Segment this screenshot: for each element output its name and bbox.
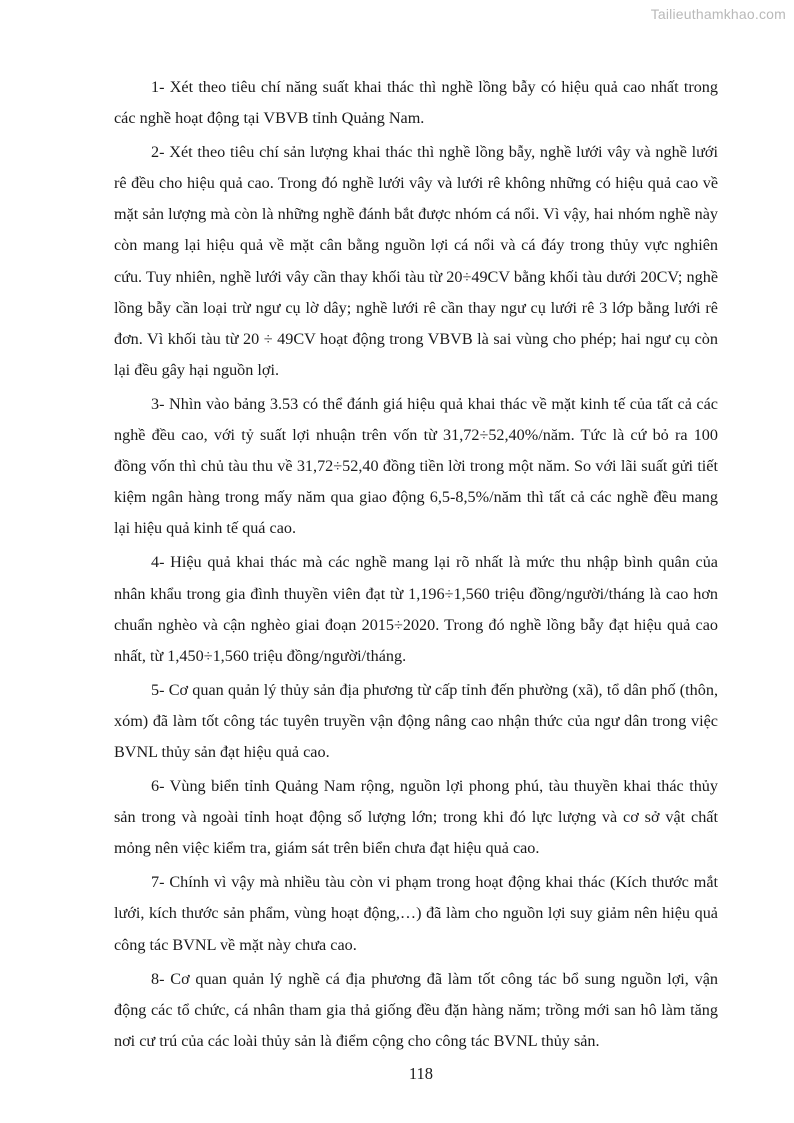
paragraph-2: 2- Xét theo tiêu chí sản lượng khai thác thì nghề lồng bẫy, nghề lưới vây và nghề lưới rê đều cho hiệu quả cao. Trong đó nghề lưới vây và lưới rê không những có hiệu quả cao về mặt sản lượng mà còn là những nghề đánh bắt được nhóm cá nổi. Vì vậy, hai nhóm nghề này còn mang lại hiệu quả về mặt cân bằng nguồn lợi cá nổi và cá đáy trong thủy vực nghiên cứu. Tuy nhiên, nghề lưới vây cần thay khối tàu từ 20÷49CV bằng khối tàu dưới 20CV; nghề lồng bẫy cần loại trừ ngư cụ lờ dây; nghề lưới rê cần thay ngư cụ lưới rê 3 lớp bằng lưới rê đơn. Vì khối tàu từ 20 ÷ 49CV hoạt động trong VBVB là sai vùng cho phép; hai ngư cụ còn lại đều gây hại nguồn lợi. xyxy=(114,143,718,379)
paragraph-1: 1- Xét theo tiêu chí năng suất khai thác thì nghề lồng bẫy có hiệu quả cao nhất trong các nghề hoạt động tại VBVB tỉnh Quảng Nam. xyxy=(114,78,718,128)
paragraph-3: 3- Nhìn vào bảng 3.53 có thể đánh giá hiệu quả khai thác về mặt kinh tế của tất cả các nghề đều cao, với tỷ suất lợi nhuận trên vốn từ 31,72÷52,40%/năm. Tức là cứ bỏ ra 100 đồng vốn thì chủ tàu thu về 31,72÷52,40 đồng tiền lời trong một năm. So với lãi suất gửi tiết kiệm ngân hàng trong mấy năm qua giao động 6,5-8,5%/năm thì tất cả các nghề đều mang lại hiệu quả kinh tế quá cao. xyxy=(114,394,718,538)
paragraph-6: 6- Vùng biển tỉnh Quảng Nam rộng, nguồn lợi phong phú, tàu thuyền khai thác thủy sản trong và ngoài tỉnh hoạt động số lượng lớn; trong khi đó lực lượng và cơ sở vật chất mỏng nên việc kiểm tra, giám sát trên biển chưa đạt hiệu quả cao. xyxy=(114,777,718,858)
paragraph-5: 5- Cơ quan quản lý thủy sản địa phương từ cấp tỉnh đến phường (xã), tổ dân phố (thôn, xóm) đã làm tốt công tác tuyên truyền vận động nâng cao nhận thức của ngư dân trong việc BVNL thủy sản đạt hiệu quả cao. xyxy=(114,680,718,761)
paragraph-4: 4- Hiệu quả khai thác mà các nghề mang lại rõ nhất là mức thu nhập bình quân của nhân khẩu trong gia đình thuyền viên đạt từ 1,196÷1,560 triệu đồng/người/tháng là cao hơn chuẩn nghèo và cận nghèo giai đoạn 2015÷2020. Trong đó nghề lồng bẫy đạt hiệu quả cao nhất, từ 1,450÷1,560 triệu đồng/người/tháng. xyxy=(114,553,718,665)
document-body xyxy=(114,72,718,1060)
watermark-text: Tailieuthamkhao.com xyxy=(650,6,786,22)
page-number: 118 xyxy=(408,1064,434,1083)
paragraph-7: 7- Chính vì vậy mà nhiều tàu còn vi phạm trong hoạt động khai thác (Kích thước mắt lưới, kích thước sản phẩm, vùng hoạt động,…) đã làm cho nguồn lợi suy giảm nên hiệu quả công tác BVNL về mặt này chưa cao. xyxy=(114,873,718,954)
paragraph-8: 8- Cơ quan quản lý nghề cá địa phương đã làm tốt công tác bổ sung nguồn lợi, vận động các tổ chức, cá nhân tham gia thả giống đều đặn hàng năm; trồng mới san hô làm tăng nơi cư trú của các loài thủy sản là điểm cộng cho công tác BVNL thủy sản. xyxy=(114,969,718,1050)
